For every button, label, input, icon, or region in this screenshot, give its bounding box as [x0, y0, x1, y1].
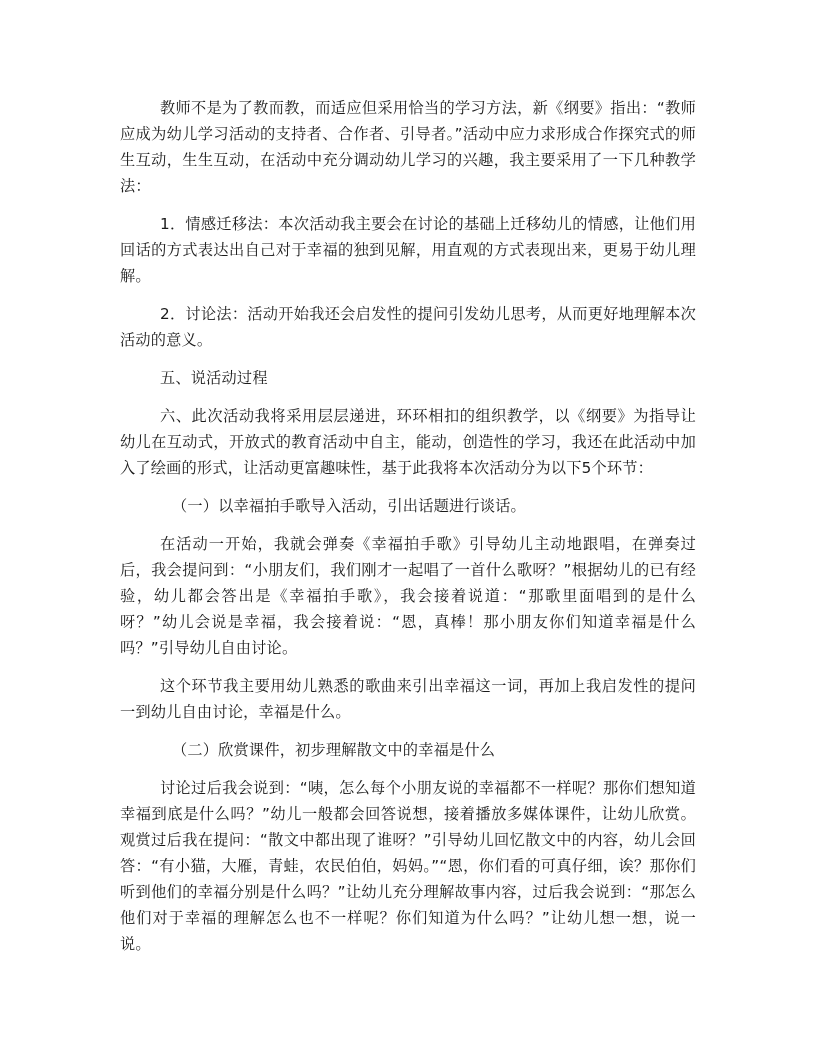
paragraph-activity-overview: 六、此次活动我将采用层层递进，环环相扣的组织教学，以《纲要》为指导让幼儿在互动式，开放式的教育活动中自主，能动，创造性的学习，我还在此活动中加入了绘画的形式，让活动更富趣味性，基于此我将本次活动分为以下5个环节：	[120, 407, 696, 477]
paragraph-step-one-summary: 这个环节我主要用幼儿熟悉的歌曲来引出幸福这一词，再加上我启发性的提问一到幼儿自由讨论，幸福是什么。	[120, 677, 696, 721]
section-heading-activity-process: 五、说活动过程	[160, 369, 268, 387]
subheading-step-two: （二）欣赏课件，初步理解散文中的幸福是什么	[172, 741, 496, 759]
paragraph-method-emotion-transfer: 1．情感迁移法：本次活动我主要会在讨论的基础上迁移幼儿的情感，让他们用回话的方式表达出自己对于幸福的独到见解，用直观的方式表现出来，更易于幼儿理解。	[120, 215, 696, 285]
paragraph-method-discussion: 2．讨论法：活动开始我还会启发性的提问引发幼儿思考，从而更好地理解本次活动的意义。	[120, 305, 696, 349]
document-body	[120, 95, 696, 969]
paragraph-intro: 教师不是为了教而教，而适应但采用恰当的学习方法，新《纲要》指出：“教师应成为幼儿学习活动的支持者、合作者、引导者。”活动中应力求形成合作探究式的师生互动，生生互动，在活动中充分调动幼儿学习的兴趣，我主要采用了一下几种教学法：	[120, 99, 696, 195]
paragraph-step-two-detail: 讨论过后我会说到：“咦，怎么每个小朋友说的幸福都不一样呢？那你们想知道幸福到底是什么吗？”幼儿一般都会回答说想，接着播放多媒体课件，让幼儿欣赏。观赏过后我在提问：“散文中都出现了谁呀？”引导幼儿回忆散文中的内容，幼儿会回答：“有小猫，大雁，青蛙，农民伯伯，妈妈。”“恩，你们看的可真仔细，诶？那你们听到他们的幸福分别是什么吗？”让幼儿充分理解故事内容，过后我会说到：“那怎么他们对于幸福的理解怎么也不一样呢？你们知道为什么吗？”让幼儿想一想，说一说。	[120, 779, 696, 953]
subheading-step-one: （一）以幸福拍手歌导入活动，引出话题进行谈话。	[172, 497, 526, 515]
paragraph-step-one-detail: 在活动一开始，我就会弹奏《幸福拍手歌》引导幼儿主动地跟唱，在弹奏过后，我会提问到：“小朋友们，我们刚才一起唱了一首什么歌呀？”根据幼儿的已有经验，幼儿都会答出是《幸福拍手歌》，我会接着说道：“那歌里面唱到的是什么呀？”幼儿会说是幸福，我会接着说：“恩，真棒！那小朋友你们知道幸福是什么吗？”引导幼儿自由讨论。	[120, 535, 696, 657]
